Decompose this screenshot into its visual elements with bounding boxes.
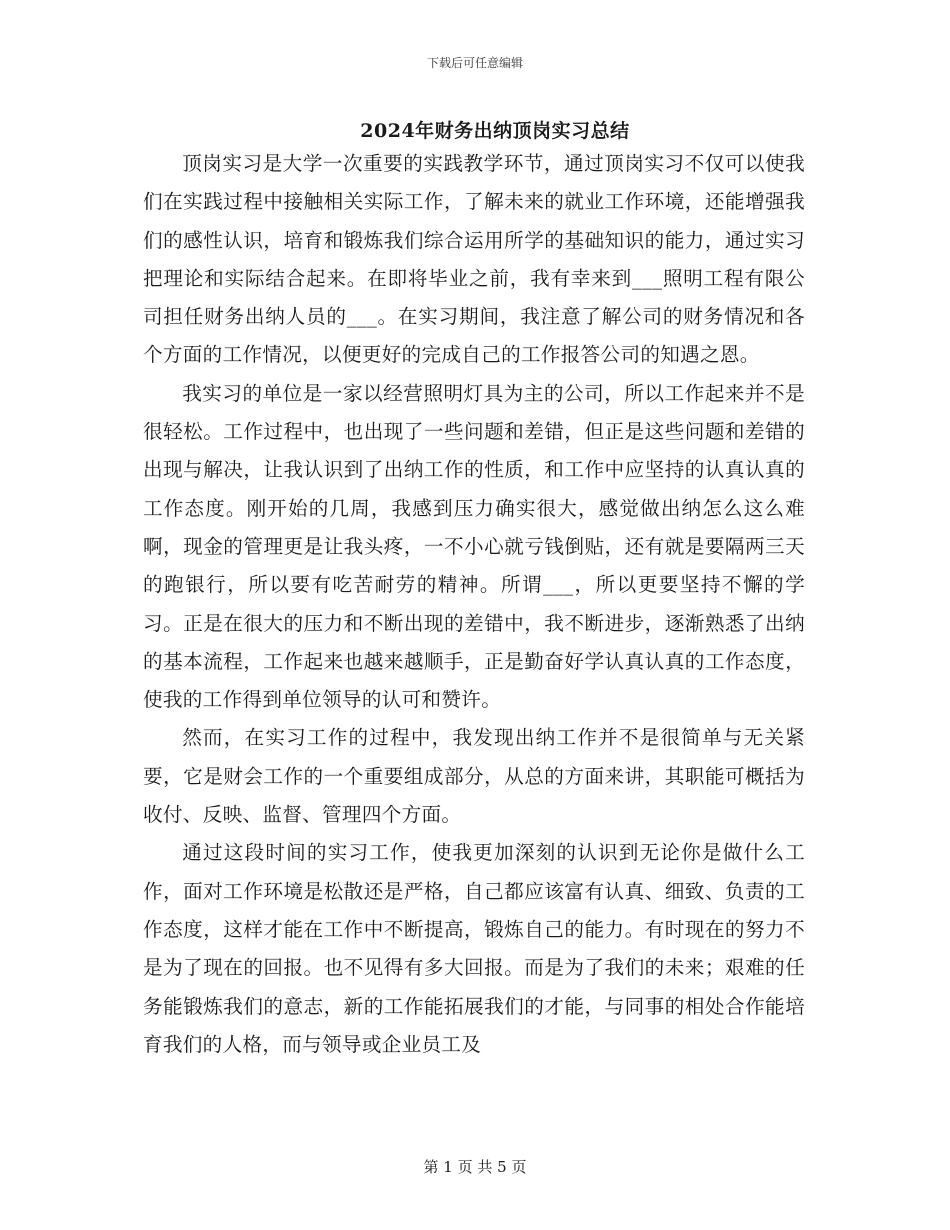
- paragraph: 然而，在实习工作的过程中，我发现出纳工作并不是很简单与无关紧要，它是财会工作的一个重要组成部分，从总的方面来讲，其职能可概括为收付、反映、监督、管理四个方面。: [143, 726, 805, 827]
- edit-note: 下载后可任意编辑: [426, 56, 523, 70]
- document-title: 2024年财务出纳顶岗实习总结: [360, 120, 630, 142]
- page-number: 第 1 页 共 5 页: [423, 1158, 527, 1176]
- paragraph: 我实习的单位是一家以经营照明灯具为主的公司，所以工作起来并不是很轻松。工作过程中，也出现了一些问题和差错，但正是这些问题和差错的出现与解决，让我认识到了出纳工作的性质，和工作中应坚持的认真认真的工作态度。刚开始的几周，我感到压力确实很大，感觉做出纳怎么这么难啊，现金的管理更是让我头疼，一不小心就亏钱倒贴，还有就是要隔两三天的跑银行，所以要有吃苦耐劳的精神。所谓___，所以更要坚持不懈的学习。正是在很大的压力和不断出现的差错中，我不断进步，逐渐熟悉了出纳的基本流程，工作起来也越来越顺手，正是勤奋好学认真认真的工作态度，使我的工作得到单位领导的认可和赞许。: [143, 381, 805, 712]
- paragraph: 顶岗实习是大学一次重要的实践教学环节，通过顶岗实习不仅可以使我们在实践过程中接触相关实际工作，了解未来的就业工作环境，还能增强我们的感性认识，培育和锻炼我们综合运用所学的基础知识的能力，通过实习把理论和实际结合起来。在即将毕业之前，我有幸来到___照明工程有限公司担任财务出纳人员的___。在实习期间，我注意了解公司的财务情况和各个方面的工作情况，以便更好的完成自己的工作报答公司的知遇之恩。: [143, 152, 805, 367]
- document-body: [143, 145, 805, 1064]
- paragraph: 通过这段时间的实习工作，使我更加深刻的认识到无论你是做什么工作，面对工作环境是松散还是严格，自己都应该富有认真、细致、负责的工作态度，这样才能在工作中不断提高，锻炼自己的能力。有时现在的努力不是为了现在的回报。也不见得有多大回报。而是为了我们的未来；艰难的任务能锻炼我们的意志，新的工作能拓展我们的才能，与同事的相处合作能培育我们的人格，而与领导或企业员工及: [143, 841, 805, 1056]
